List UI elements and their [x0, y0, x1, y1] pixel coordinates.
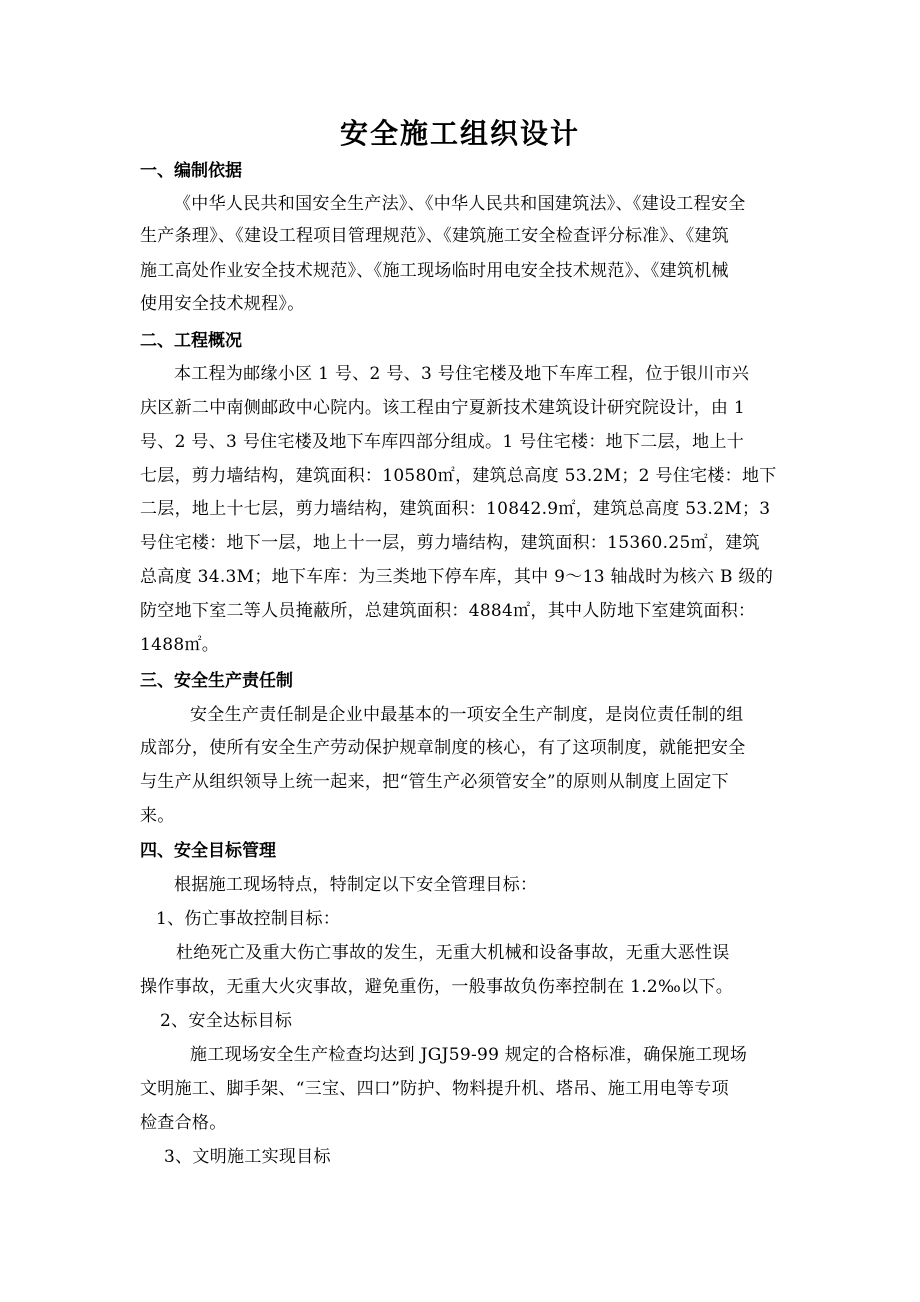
- paragraph-line: 七层，剪力墙结构，建筑面积：10580㎡，建筑总高度 53.2M；2 号住宅楼：地下: [140, 466, 777, 486]
- section-heading: 三、安全生产责任制: [140, 671, 293, 691]
- paragraph-line: 根据施工现场特点，特制定以下安全管理目标：: [174, 875, 538, 895]
- paragraph-line: 文明施工、脚手架、“三宝、四口”防护、物料提升机、塔吊、施工用电等专项: [140, 1079, 729, 1099]
- paragraph-line: 号、2 号、3 号住宅楼及地下车库四部分组成。1 号住宅楼：地下二层，地上十: [140, 432, 745, 452]
- paragraph-line: 生产条理》、《建设工程项目管理规范》、《建筑施工安全检查评分标准》、《建筑: [140, 226, 730, 246]
- list-item-label: 1、伤亡事故控制目标：: [156, 909, 341, 929]
- paragraph-line: 施工高处作业安全技术规范》、《施工现场临时用电安全技术规范》、《建筑机械: [140, 261, 729, 281]
- paragraph-line: 总高度 34.3M；地下车库：为三类地下停车库，其中 9～13 轴战时为核六 B 级的: [140, 567, 774, 587]
- paragraph-line: 二层，地上十七层，剪力墙结构，建筑面积：10842.9㎡，建筑总高度 53.2M；3: [140, 499, 771, 519]
- paragraph-line: 与生产从组织领导上统一起来，把“管生产必须管安全”的原则从制度上固定下: [140, 772, 729, 792]
- section-heading: 一、编制依据: [140, 161, 242, 181]
- paragraph-line: 施工现场安全生产检查均达到 JGJ59-99 规定的合格标准，确保施工现场: [190, 1045, 748, 1065]
- paragraph-line: 号住宅楼：地下一层，地上十一层，剪力墙结构，建筑面积：15360.25㎡，建筑: [140, 533, 760, 553]
- paragraph-line: 《中华人民共和国安全生产法》、《中华人民共和国建筑法》、《建设工程安全: [174, 194, 746, 214]
- paragraph-line: 检查合格。: [140, 1113, 227, 1133]
- paragraph-line: 操作事故，无重大火灾事故，避免重伤，一般事故负伤率控制在 1.2‰以下。: [140, 977, 734, 997]
- paragraph-line: 成部分，使所有安全生产劳动保护规章制度的核心，有了这项制度，就能把安全: [140, 738, 746, 758]
- paragraph-line: 安全生产责任制是企业中最基本的一项安全生产制度，是岗位责任制的组: [190, 705, 744, 725]
- paragraph-line: 庆区新二中南侧邮政中心院内。该工程由宁夏新技术建筑设计研究院设计，由 1: [140, 398, 746, 418]
- paragraph-line: 来。: [140, 806, 175, 826]
- page-title: 安全施工组织设计: [339, 117, 580, 150]
- paragraph-line: 1488㎡。: [140, 635, 220, 655]
- section-heading: 二、工程概况: [140, 331, 242, 351]
- paragraph-line: 杜绝死亡及重大伤亡事故的发生，无重大机械和设备事故，无重大恶性误: [176, 943, 730, 963]
- paragraph-line: 本工程为邮缘小区 1 号、2 号、3 号住宅楼及地下车库工程，位于银川市兴: [174, 364, 750, 384]
- paragraph-line: 使用安全技术规程》。: [140, 294, 305, 314]
- paragraph-line: 防空地下室二等人员掩蔽所，总建筑面积：4884㎡，其中人防地下室建筑面积：: [140, 601, 756, 621]
- list-item-label: 3、文明施工实现目标: [164, 1147, 331, 1167]
- section-heading: 四、安全目标管理: [140, 841, 276, 861]
- list-item-label: 2、安全达标目标: [160, 1011, 293, 1031]
